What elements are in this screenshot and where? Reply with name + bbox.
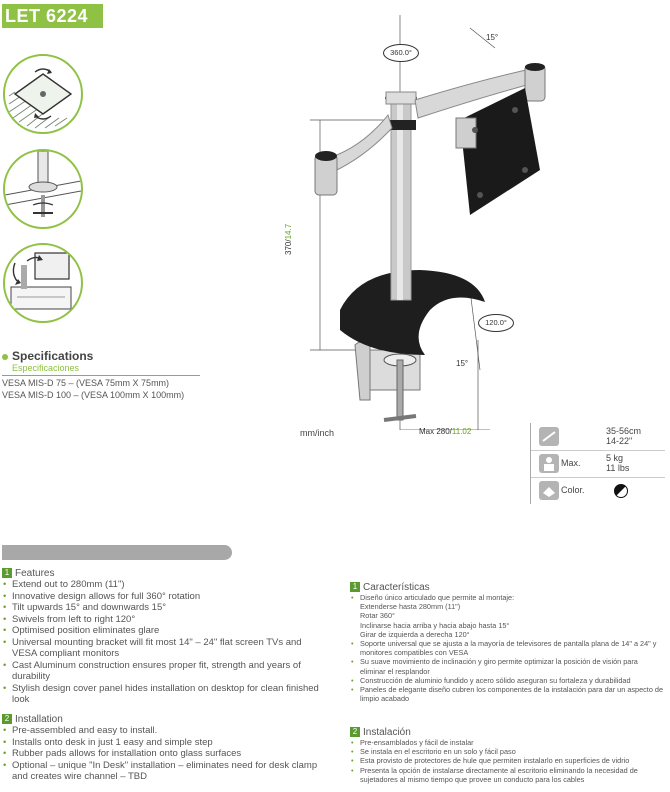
tilt-top-label: 15° [486,33,499,42]
caracteristicas-heading: 1 Características [350,582,664,593]
divider [2,375,200,376]
caracteristicas-sub-list [350,602,664,639]
model-tag: LET 6224 [2,4,103,28]
list-item: • Diseño único articulado que permite al montaje: [350,593,664,602]
weight-kg: 5 kg [606,453,624,463]
rotation-label: 360.0° [383,44,419,62]
color-row [531,477,665,504]
units-label: mm/inch [300,428,335,438]
monitor-arm-product-image [300,10,550,430]
list-item: • Cast Aluminum construction ensures proper fit, strength and years of durability [2,660,320,683]
sub-item: Inclinarse hacia arriba y hacia abajo hasta 15° [360,620,510,630]
list-item: • Universal mounting bracket will fit most 14" – 24" flat screen TVs and VESA compliant monitors [2,637,320,660]
list-item: • Optional – unique "In Desk" installation – eliminates need for desk clamp and creates wire channel – TBD [2,760,320,783]
installation-section [2,714,320,783]
size-in: 14-22" [606,436,633,446]
screen-size-row [531,423,665,450]
list-item: • Presenta la opción de instalarse directamente al escritorio eliminando la necesidad de sujetadores al mismo tiempo que provee un conducto para los cables [350,766,664,784]
swivel-label: 120.0° [478,314,514,332]
instalacion-section [350,727,664,784]
list-item: • Se instala en el escritorio en un solo y fácil paso [350,747,664,756]
sub-item: Rotar 360° [360,611,395,621]
desk-clamp-illustration-icon [3,149,83,229]
color-label: Color. [561,485,585,495]
tilt-swivel-illustration-icon [3,243,83,323]
caracteristicas-section [350,582,664,703]
color-icon [539,481,559,500]
rotate-illustration-icon [3,54,83,134]
spec-table [530,423,665,504]
screen-size-icon [539,427,559,446]
list-item: • Pre-ensamblados y fácil de instalar [350,738,664,747]
max-extension-label: Max 280/11.02 [419,427,472,436]
max-label: Max. [561,458,581,468]
height-label: 370/14.7 [284,223,293,255]
specifications-title: Specifications [2,349,93,363]
instalacion-heading: 2 Instalación [350,727,664,738]
caracteristicas-intro-list [350,593,664,602]
list-item: • Installs onto desk in just 1 easy and simple step [2,737,320,749]
list-item: • Optimised position eliminates glare [2,625,320,637]
list-item: • Soporte universal que se ajusta a la mayoría de televisores de pantalla plana de 14" a 24" y monitores compatibles con VESA [350,639,664,657]
color-swatch [613,483,629,499]
size-cm: 35-56cm [606,426,642,436]
list-item: • Extend out to 280mm (11") [2,579,320,591]
list-item: • Su suave movimiento de inclinación y giro permite optimizar la posición de visión para eliminar el resplandor [350,657,664,675]
list-item: • Paneles de elegante diseño cubren los componentes de la instalación para dar un aspecto de limpio acabado [350,685,664,703]
list-item: • Stylish design cover panel hides installation on desktop for clean finished look [2,683,320,706]
list-item: • Pre-assembled and easy to install. [2,725,320,737]
sub-item: Extenderse hasta 280mm (11") [360,602,461,612]
features-section [2,568,320,706]
installation-list [2,725,320,783]
specifications-subtitle: Especificaciones [12,363,80,373]
spec-line: VESA MIS-D 100 – (VESA 100mm X 100mm) [2,390,185,400]
tilt-bottom-label: 15° [456,359,469,368]
sub-item: Girar de izquierda a derecha 120° [360,629,470,639]
weight-lbs: 11 lbs [606,463,630,473]
installation-heading: 2 Installation [2,714,320,725]
weight-icon [539,454,559,473]
instalacion-list [350,738,664,784]
list-item: • Esta provisto de protectores de hule que permiten instalarlo en superficies de vidrio [350,756,664,765]
list-item: • Swivels from left to right 120° [2,614,320,626]
section-header-bar [2,545,232,560]
list-item: • Innovative design allows for full 360° rotation [2,591,320,603]
weight-row [531,450,665,477]
list-item: • Tilt upwards 15° and downwards 15° [2,602,320,614]
features-heading: 1 Features [2,568,320,579]
list-item: • Rubber pads allows for installation onto glass surfaces [2,748,320,760]
spec-line: VESA MIS-D 75 – (VESA 75mm X 75mm) [2,378,170,388]
features-list [2,579,320,706]
caracteristicas-list [350,639,664,703]
list-item: • Construcción de aluminio fundido y acero sólido aseguran su fortaleza y durabilidad [350,676,664,685]
